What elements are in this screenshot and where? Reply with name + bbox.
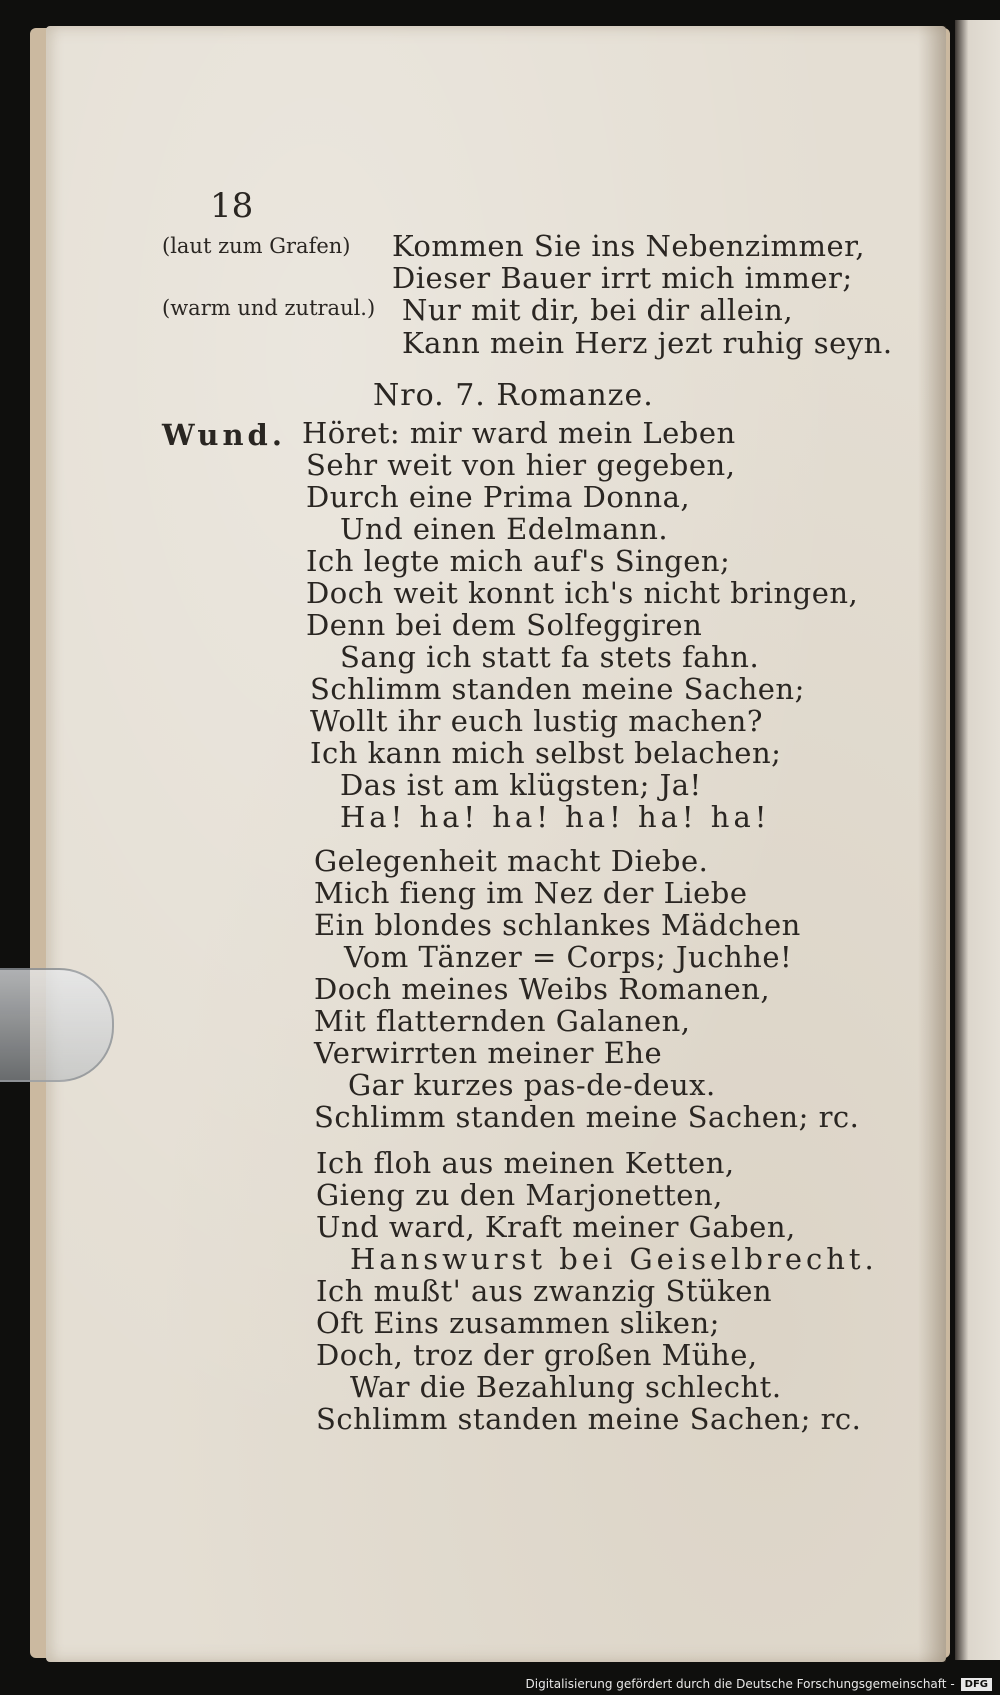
verse-line: Kommen Sie ins Nebenzimmer, [392,229,866,263]
gutter-shadow [918,26,946,1662]
book-page [46,26,946,1662]
verse-line: Ein blondes schlankes Mädchen [314,908,801,942]
verse-line: Gar kurzes pas-de-deux. [348,1068,716,1102]
verse-line: Sehr weit von hier gegeben, [306,448,736,482]
footer-credit [526,1677,993,1691]
verse-line: Denn bei dem Solfeggiren [306,608,703,642]
verse-line: Hanswurst bei Geiselbrecht. [350,1242,878,1276]
stage-direction-aloud: (laut zum Grafen) [162,234,351,258]
verse-line: Doch meines Weibs Romanen, [314,972,771,1006]
verse-line: Dieser Bauer irrt mich immer; [392,261,853,295]
verse-line: Vom Tänzer = Corps; Juchhe! [344,940,793,974]
verse-line: Schlimm standen meine Sachen; rc. [316,1402,862,1436]
verse-line: Ha! ha! ha! ha! ha! ha! [340,800,771,834]
verse-line: Durch eine Prima Donna, [306,480,691,514]
verse-line: Mich fieng im Nez der Liebe [314,876,748,910]
adjacent-page-edge [955,20,1000,1660]
verse-line: Und ward, Kraft meiner Gaben, [316,1210,796,1244]
speaker-name: Wund. [162,418,286,452]
verse-line: Wollt ihr euch lustig machen? [310,704,763,738]
verse-line: Das ist am klügsten; Ja! [340,768,702,802]
stage-direction-warm: (warm und zutraul.) [162,296,376,320]
verse-line: Oft Eins zusammen sliken; [316,1306,720,1340]
verse-line: Schlimm standen meine Sachen; [310,672,805,706]
verse-line: Kann mein Herz jezt ruhig seyn. [402,326,893,360]
verse-line: Ich legte mich auf's Singen; [306,544,731,578]
verse-line: Gelegenheit macht Diebe. [314,844,709,878]
page-clip [0,968,114,1082]
verse-line: Ich mußt' aus zwanzig Stüken [316,1274,773,1308]
verse-line: Mit flatternden Galanen, [314,1004,691,1038]
dfg-logo: DFG [961,1678,992,1691]
verse-line: Doch weit konnt ich's nicht bringen, [306,576,859,610]
verse-line: Verwirrten meiner Ehe [314,1036,663,1070]
verse-line: Gieng zu den Marjonetten, [316,1178,723,1212]
verse-line: Nur mit dir, bei dir allein, [402,293,794,327]
verse-line: Und einen Edelmann. [340,512,669,546]
verse-line: Sang ich statt fa stets fahn. [340,640,760,674]
footer-credit-text: Digitalisierung gefördert durch die Deutsche Forschungsgemeinschaft - [525,1677,955,1691]
page-number: 18 [210,186,254,226]
verse-line: War die Bezahlung schlecht. [350,1370,782,1404]
section-heading: Nro. 7. Romanze. [373,378,654,413]
verse-line: Schlimm standen meine Sachen; rc. [314,1100,860,1134]
verse-line: Höret: mir ward mein Leben [302,416,736,450]
verse-line: Ich floh aus meinen Ketten, [316,1146,735,1180]
verse-line: Doch, troz der großen Mühe, [316,1338,758,1372]
verse-line: Ich kann mich selbst belachen; [310,736,782,770]
